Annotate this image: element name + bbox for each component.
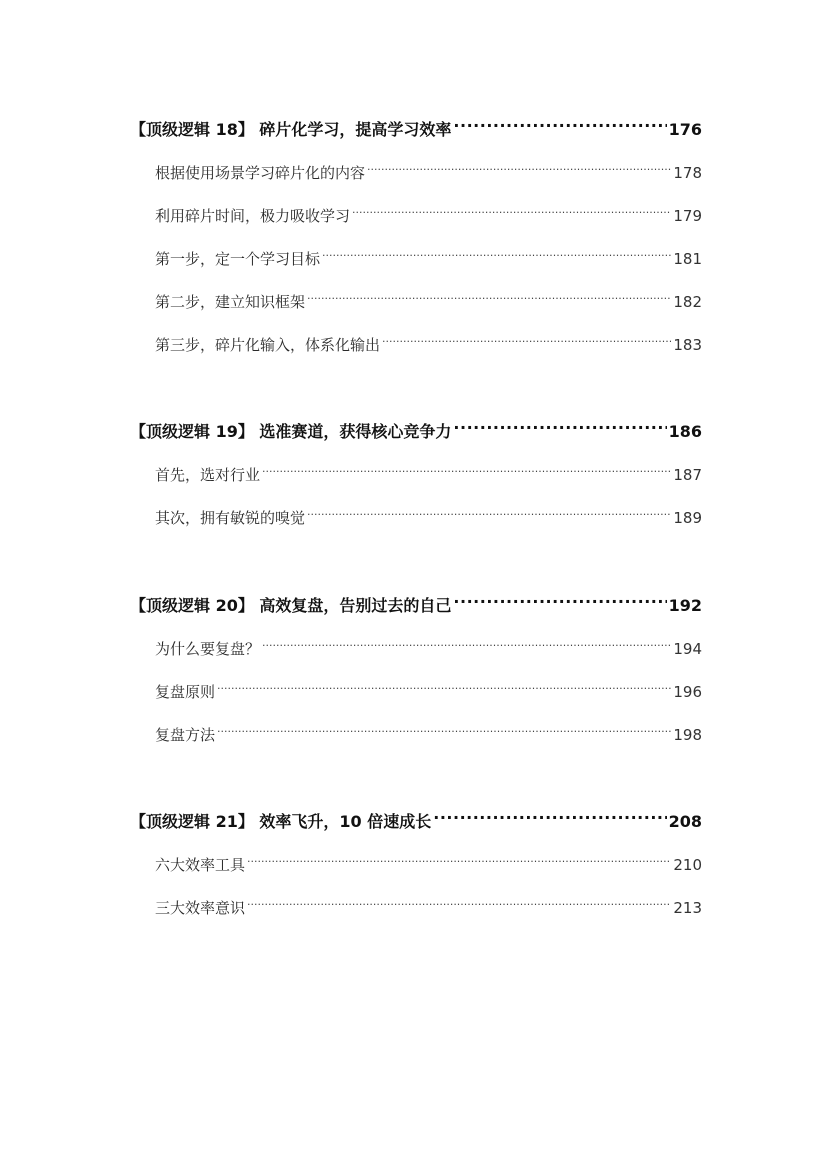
toc-section[interactable] [155, 283, 702, 311]
toc-section[interactable] [155, 673, 702, 701]
section-page-number: 198 [673, 726, 702, 744]
section-title: 三大效率意识 [155, 899, 246, 917]
chapter-title: 【顶级逻辑 19】 选准赛道，获得核心竞争力 [130, 422, 452, 441]
toc-section[interactable] [155, 326, 702, 354]
toc-section[interactable] [155, 197, 702, 225]
dot-leader [453, 587, 666, 611]
section-page-number: 194 [673, 640, 702, 658]
section-page-number: 189 [673, 509, 702, 527]
toc-section[interactable] [155, 889, 702, 917]
section-title: 第三步，碎片化输入，体系化输出 [155, 336, 381, 354]
section-page-number: 213 [673, 899, 702, 917]
toc-chapter-21[interactable] [130, 803, 702, 831]
toc-section[interactable] [155, 716, 702, 744]
chapter-page-number: 176 [668, 120, 702, 139]
toc-section[interactable] [155, 846, 702, 874]
dot-leader [307, 283, 671, 307]
chapter-title: 【顶级逻辑 18】 碎片化学习，提高学习效率 [130, 120, 452, 139]
dot-leader [262, 456, 671, 480]
chapter-page-number: 192 [668, 596, 702, 615]
section-title: 复盘原则 [155, 683, 216, 701]
dot-leader [367, 154, 671, 178]
toc-chapter-20[interactable] [130, 587, 702, 615]
chapter-page-number: 208 [668, 812, 702, 831]
dot-leader [382, 326, 671, 350]
chapter-title: 【顶级逻辑 20】 高效复盘，告别过去的自己 [130, 596, 452, 615]
section-page-number: 181 [673, 250, 702, 268]
section-title: 首先，选对行业 [155, 466, 261, 484]
dot-leader [322, 240, 671, 264]
dot-leader [352, 197, 671, 221]
toc-section[interactable] [155, 630, 702, 658]
dot-leader [217, 716, 671, 740]
section-title: 为什么要复盘？ [155, 640, 261, 658]
section-title: 利用碎片时间，极力吸收学习 [155, 207, 351, 225]
section-page-number: 179 [673, 207, 702, 225]
toc-section[interactable] [155, 456, 702, 484]
dot-leader [262, 630, 671, 654]
section-title: 复盘方法 [155, 726, 216, 744]
section-page-number: 178 [673, 164, 702, 182]
chapter-page-number: 186 [668, 422, 702, 441]
section-page-number: 196 [673, 683, 702, 701]
dot-leader [247, 889, 671, 913]
chapter-title: 【顶级逻辑 21】 效率飞升，10 倍速成长 [130, 812, 432, 831]
toc-section[interactable] [155, 240, 702, 268]
toc-section[interactable] [155, 154, 702, 182]
toc-chapter-19[interactable] [130, 413, 702, 441]
section-title: 第一步，定一个学习目标 [155, 250, 321, 268]
toc-chapter-18[interactable] [130, 111, 702, 139]
toc-section[interactable] [155, 499, 702, 527]
section-title: 其次，拥有敏锐的嗅觉 [155, 509, 306, 527]
dot-leader [433, 803, 666, 827]
section-title: 第二步，建立知识框架 [155, 293, 306, 311]
section-page-number: 183 [673, 336, 702, 354]
section-page-number: 210 [673, 856, 702, 874]
dot-leader [453, 111, 666, 135]
section-title: 根据使用场景学习碎片化的内容 [155, 164, 366, 182]
section-page-number: 182 [673, 293, 702, 311]
dot-leader [217, 673, 671, 697]
dot-leader [307, 499, 671, 523]
section-page-number: 187 [673, 466, 702, 484]
dot-leader [453, 413, 666, 437]
dot-leader [247, 846, 671, 870]
section-title: 六大效率工具 [155, 856, 246, 874]
